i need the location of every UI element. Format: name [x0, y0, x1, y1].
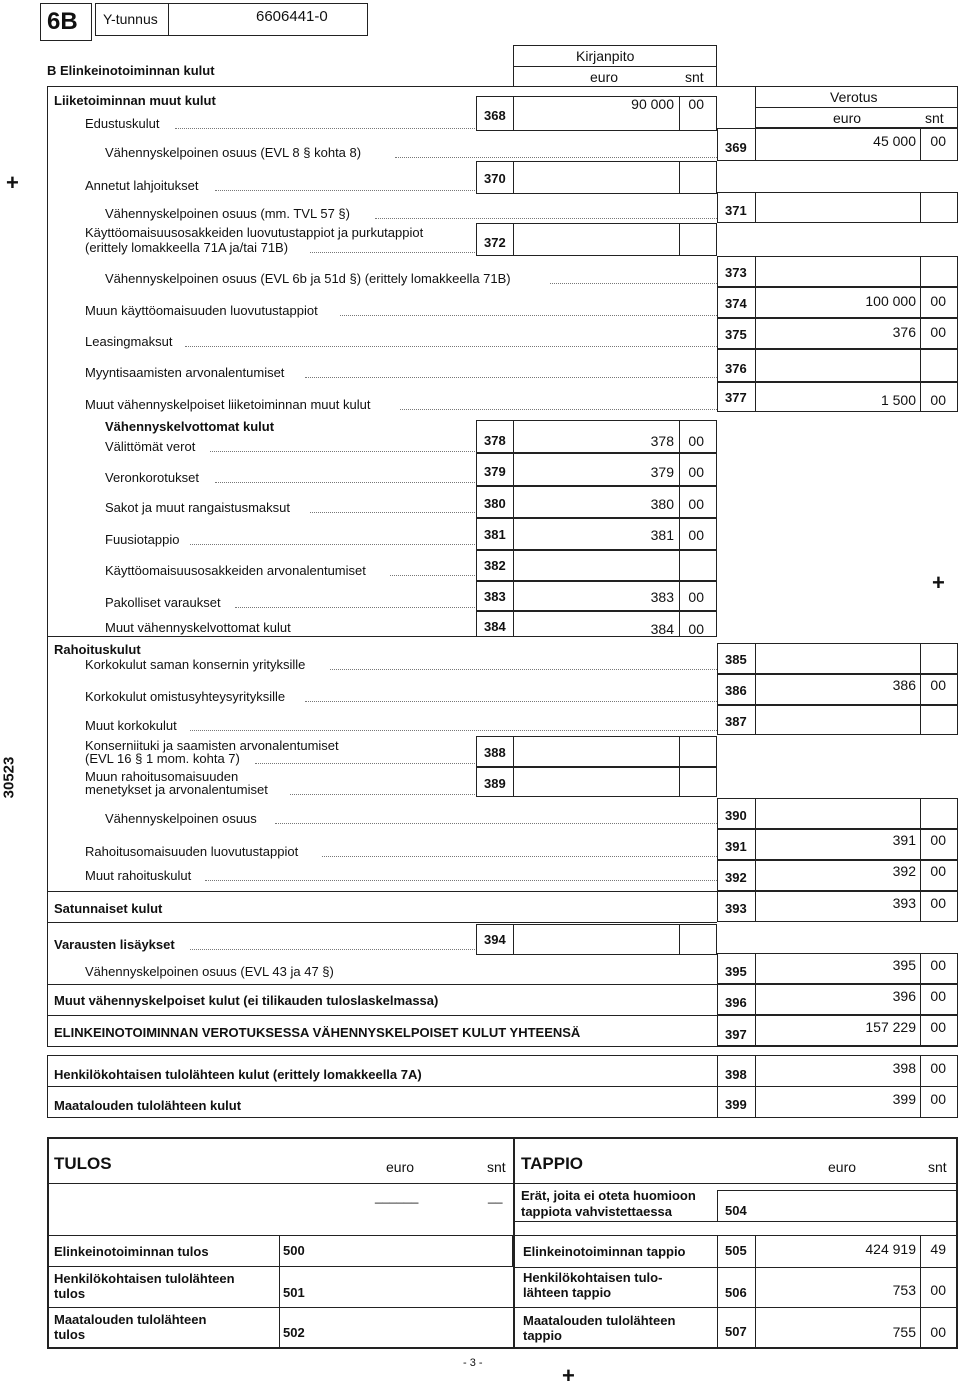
row-label: Välittömät verot [105, 439, 196, 454]
form-id: 6B [47, 8, 78, 35]
code-378: 378 [484, 433, 506, 448]
kp-snt-381[interactable]: 00 [688, 527, 704, 543]
kp-euro-379[interactable]: 379 [650, 464, 674, 480]
code-389: 389 [484, 776, 506, 791]
row-label: Korkokulut saman konsernin yrityksille [85, 657, 306, 672]
code-392: 392 [725, 870, 747, 885]
v-snt-398[interactable]: 00 [930, 1060, 946, 1076]
v-snt-396[interactable]: 00 [930, 988, 946, 1004]
code-507: 507 [725, 1324, 747, 1339]
v-euro-398[interactable]: 398 [892, 1060, 916, 1076]
kp-divider [679, 223, 680, 256]
v-divider [755, 349, 756, 382]
row-label: Vähennyskelpoinen osuus (EVL 43 ja 47 §) [85, 964, 334, 979]
plus-right: + [932, 570, 945, 595]
v-divider [920, 705, 921, 735]
v-snt-399[interactable]: 00 [930, 1091, 946, 1107]
code-369: 369 [725, 140, 747, 155]
section-rule [47, 1046, 958, 1047]
row-label: Leasingmaksut [85, 334, 173, 349]
row-label: Muut korkokulut [85, 718, 177, 733]
code-390: 390 [725, 808, 747, 823]
row-label: Käyttöomaisuusosakkeiden arvonalentumiset [105, 563, 366, 578]
row-label: Muut rahoituskulut [85, 868, 192, 883]
v-divider [920, 953, 921, 984]
v-divider [920, 287, 921, 318]
code-501: 501 [283, 1285, 305, 1300]
v-field-373[interactable] [717, 256, 958, 287]
kp-divider [513, 223, 514, 256]
code-394: 394 [484, 932, 506, 947]
plus-left: + [6, 170, 19, 195]
v-divider [920, 382, 921, 412]
code-371: 371 [725, 203, 747, 218]
tappio-code-divider [755, 1235, 756, 1349]
leader-dots [190, 949, 475, 950]
leader-dots [310, 252, 475, 253]
row-label: Konserniituki ja saamisten arvonalentumiset [85, 738, 339, 753]
row-yhteensa: ELINKEINOTOIMINNAN VEROTUKSESSA VÄHENNYSKELPOISET KULUT YHTEENSÄ [54, 1025, 581, 1040]
row-label: Vähennyskelpoinen osuus (mm. TVL 57 §) [105, 206, 350, 221]
code-398: 398 [725, 1067, 747, 1082]
v-divider [755, 1015, 756, 1046]
kp-divider [513, 611, 514, 637]
kp-snt-379[interactable]: 00 [688, 464, 704, 480]
v-divider [755, 382, 756, 412]
v-snt-391[interactable]: 00 [930, 832, 946, 848]
leader-dots [205, 880, 717, 881]
tappio-label: Henkilökohtaisen tulo- [523, 1270, 663, 1285]
v-divider [755, 860, 756, 891]
code-383: 383 [484, 589, 506, 604]
tappio-code-divider [717, 1235, 718, 1349]
section-title: B Elinkeinotoiminnan kulut [47, 63, 215, 78]
leader-dots [185, 346, 717, 347]
ytunnus-label: Y-tunnus [103, 11, 158, 27]
v-divider [755, 984, 756, 1015]
row-label: Käyttöomaisuusosakkeiden luovutustappiot ja purkutappiot [85, 225, 424, 240]
frame-top-mid [476, 86, 755, 87]
tulos-label-2: tulos [54, 1286, 86, 1301]
row-label: Korkokulut omistusyhteysyrityksille [85, 689, 286, 704]
kp-euro-384[interactable]: 384 [650, 621, 674, 637]
tulos-label: Maatalouden tulolähteen [54, 1312, 207, 1327]
v-divider [920, 128, 921, 161]
kp-divider [513, 518, 514, 550]
v-snt-393[interactable]: 00 [930, 895, 946, 911]
tappio-euro-label: euro [828, 1159, 857, 1175]
v-divider [755, 953, 756, 984]
kp-snt-380[interactable]: 00 [688, 496, 704, 512]
v-header-line [755, 107, 958, 108]
tulos-code-divider [279, 1235, 280, 1349]
tulos-euro-label: euro [386, 1159, 415, 1175]
code-386: 386 [725, 683, 747, 698]
v-euro-396[interactable]: 396 [892, 988, 916, 1004]
v-divider [755, 1055, 756, 1118]
ytunnus-divider [168, 3, 169, 36]
v-euro-393[interactable]: 393 [892, 895, 916, 911]
v-euro-label: euro [833, 110, 862, 126]
v-divider [920, 984, 921, 1015]
tappio-snt-505[interactable]: 49 [930, 1241, 946, 1257]
leader-dots [190, 730, 717, 731]
kp-divider [679, 924, 680, 955]
leader-dots [215, 190, 475, 191]
code-385: 385 [725, 652, 747, 667]
left-frame-ext [47, 937, 48, 1046]
tulos-label: Elinkeinotoiminnan tulos [54, 1244, 209, 1259]
row-label: Sakot ja muut rangaistusmaksut [105, 500, 290, 515]
kp-snt-383[interactable]: 00 [688, 589, 704, 605]
tappio-euro-507[interactable]: 755 [892, 1324, 916, 1340]
tulos-dash-snt: __ [488, 1189, 503, 1204]
section-rule [47, 1086, 958, 1087]
leader-dots [330, 669, 717, 670]
leader-dots [400, 409, 717, 410]
leader-dots [190, 544, 475, 545]
code-368: 368 [484, 108, 506, 123]
row-label: Vähennyskelpoinen osuus (EVL 8 § kohta 8) [105, 145, 362, 160]
tappio-note-1: Erät, joita ei oteta huomioon [521, 1188, 696, 1203]
tulos-dash-euro: ______ [375, 1189, 419, 1204]
code-376: 376 [725, 361, 747, 376]
v-snt-386[interactable]: 00 [930, 677, 946, 693]
row-label-2: (EVL 16 § 1 mom. kohta 7) [85, 751, 240, 766]
code-375: 375 [725, 327, 747, 342]
row-liiketoiminnan-muut-kulut: Liiketoiminnan muut kulut [54, 93, 216, 108]
tappio-label-2: tappio [523, 1328, 562, 1343]
v-divider [755, 891, 756, 922]
tappio-rule [513, 1221, 958, 1222]
kp-snt-384[interactable]: 00 [688, 621, 704, 637]
kp-euro-383[interactable]: 383 [650, 589, 674, 605]
tappio-euro-505[interactable]: 424 919 [865, 1241, 916, 1257]
code-380: 380 [484, 496, 506, 511]
v-euro-374[interactable]: 100 000 [865, 293, 916, 309]
tulos-label-2: tulos [54, 1327, 86, 1342]
leader-dots [210, 451, 475, 452]
row-muut-vahennyskelpoiset-kulut: Muut vähennyskelpoiset kulut (ei tilikauden tuloslaskelmassa) [54, 993, 439, 1008]
kp-euro-378[interactable]: 378 [650, 433, 674, 449]
leader-dots [395, 157, 717, 158]
result-rule [47, 1183, 958, 1184]
code-506: 506 [725, 1285, 747, 1300]
v-euro-377[interactable]: 1 500 [880, 392, 916, 408]
v-divider [920, 798, 921, 829]
code-393: 393 [725, 901, 747, 916]
kp-snt-368[interactable]: 00 [688, 96, 704, 112]
code-370: 370 [484, 171, 506, 186]
v-snt-369[interactable]: 00 [930, 133, 946, 149]
tappio-rule [513, 1307, 958, 1308]
row-maatalouden-kulut: Maatalouden tulolähteen kulut [54, 1098, 242, 1113]
v-divider [920, 318, 921, 349]
kp-divider [513, 161, 514, 194]
kp-divider [513, 486, 514, 518]
v-euro-399[interactable]: 399 [892, 1091, 916, 1107]
row-henkilokohtaisen-kulut: Henkilökohtaisen tulolähteen kulut (erittely lomakkeella 7A) [54, 1067, 422, 1082]
row-label: Muun käyttöomaisuuden luovutustappiot [85, 303, 318, 318]
row-label: Myyntisaamisten arvonalentumiset [85, 365, 285, 380]
tappio-label-2: lähteen tappio [523, 1285, 612, 1300]
row-label-2: menetykset ja arvonalentumiset [85, 782, 268, 797]
v-euro-392[interactable]: 392 [892, 863, 916, 879]
tappio-title: TAPPIO [521, 1154, 584, 1173]
section-rule [47, 891, 717, 892]
v-divider [755, 287, 756, 318]
code-504: 504 [725, 1203, 747, 1218]
row-label-2: (erittely lomakkeella 71A ja/tai 71B) [85, 240, 289, 255]
kp-divider [513, 924, 514, 955]
v-snt-395[interactable]: 00 [930, 957, 946, 973]
row-label: Muut vähennyskelpoiset liiketoiminnan muut kulut [85, 397, 371, 412]
kp-divider [679, 161, 680, 194]
leader-dots [340, 315, 717, 316]
row-rahoituskulut: Rahoituskulut [54, 642, 141, 657]
kp-divider [513, 767, 514, 797]
section-rule [47, 922, 717, 923]
v-divider [920, 891, 921, 922]
leader-dots [305, 701, 717, 702]
tappio-label: Maatalouden tulolähteen [523, 1313, 676, 1328]
tappio-snt-507[interactable]: 00 [930, 1324, 946, 1340]
leader-dots [290, 794, 475, 795]
kp-divider [679, 550, 680, 581]
left-frame-ext [47, 637, 48, 937]
v-field-385[interactable] [717, 643, 958, 674]
leader-dots [305, 377, 717, 378]
verotus-label: Verotus [830, 89, 878, 105]
section-rule [47, 1015, 717, 1016]
code-388: 388 [484, 745, 506, 760]
kp-divider [679, 767, 680, 797]
v-divider [920, 643, 921, 674]
page-number: - 3 - [463, 1357, 483, 1369]
ytunnus-value[interactable]: 6606441-0 [256, 8, 328, 25]
kirjanpito-label: Kirjanpito [576, 48, 635, 64]
row-label: Veronkorotukset [105, 470, 199, 485]
kp-euro-381[interactable]: 381 [650, 527, 674, 543]
side-code: 30523 [0, 756, 18, 799]
v-divider [920, 860, 921, 891]
tappio-euro-506[interactable]: 753 [892, 1282, 916, 1298]
kp-euro-368[interactable]: 90 000 [631, 96, 674, 112]
code-382: 382 [484, 558, 506, 573]
tappio-snt-label: snt [928, 1159, 947, 1175]
leader-dots [322, 856, 717, 857]
v-snt-375[interactable]: 00 [930, 324, 946, 340]
v-snt-392[interactable]: 00 [930, 863, 946, 879]
row-label: Vähennyskelpoinen osuus [105, 811, 257, 826]
row-label: Muut vähennyskelvottomat kulut [105, 620, 291, 635]
leader-dots [235, 607, 475, 608]
v-divider [920, 829, 921, 860]
v-snt-label: snt [925, 110, 944, 126]
tappio-rule [513, 1235, 958, 1236]
row-label: Edustuskulut [85, 116, 160, 131]
kp-euro-label: euro [590, 69, 619, 85]
v-euro-386[interactable]: 386 [892, 677, 916, 693]
code-379: 379 [484, 464, 506, 479]
row-label: Pakolliset varaukset [105, 595, 221, 610]
leader-dots [215, 482, 475, 483]
tappio-rule [513, 1267, 958, 1268]
v-divider [920, 192, 921, 223]
code-502: 502 [283, 1325, 305, 1340]
v-divider [755, 674, 756, 705]
tappio-label: Elinkeinotoiminnan tappio [523, 1244, 686, 1259]
kp-snt-378[interactable]: 00 [688, 433, 704, 449]
code-397: 397 [725, 1027, 747, 1042]
row-label: Vähennyskelpoinen osuus (EVL 6b ja 51d §) (erittely lomakkeella 71B) [105, 271, 511, 286]
row-vahennyskelvottomat-kulut: Vähennyskelvottomat kulut [105, 419, 275, 434]
row-label: Muun rahoitusomaisuuden [85, 769, 239, 784]
row-satunnaiset-kulut: Satunnaiset kulut [54, 901, 163, 916]
row-label: Fuusiotappio [105, 532, 180, 547]
v-divider [920, 1015, 921, 1046]
code-500: 500 [283, 1243, 305, 1258]
tulos-title: TULOS [54, 1154, 112, 1173]
tappio-field-504[interactable] [717, 1190, 958, 1221]
leader-dots [550, 283, 717, 284]
v-divider [920, 349, 921, 382]
kp-euro-380[interactable]: 380 [650, 496, 674, 512]
code-391: 391 [725, 839, 747, 854]
tulos-snt-label: snt [487, 1159, 506, 1175]
kp-divider [513, 453, 514, 486]
v-divider [755, 798, 756, 829]
code-373: 373 [725, 265, 747, 280]
v-euro-391[interactable]: 391 [892, 832, 916, 848]
kp-divider [679, 736, 680, 767]
kp-divider [513, 550, 514, 581]
kp-snt-label: snt [685, 69, 704, 85]
v-euro-397[interactable]: 157 229 [865, 1019, 916, 1035]
code-381: 381 [484, 527, 506, 542]
code-505: 505 [725, 1243, 747, 1258]
v-divider [755, 643, 756, 674]
code-396: 396 [725, 995, 747, 1010]
v-divider [755, 829, 756, 860]
leader-dots [175, 128, 475, 129]
code-399: 399 [725, 1097, 747, 1112]
v-field-390[interactable] [717, 798, 958, 829]
v-divider [755, 128, 756, 161]
kp-header-line [513, 66, 717, 67]
code-377: 377 [725, 390, 747, 405]
main-section-frame [47, 86, 476, 637]
tulos-label: Henkilökohtaisen tulolähteen [54, 1271, 235, 1286]
row-label: Rahoitusomaisuuden luovutustappiot [85, 844, 299, 859]
v-divider [920, 256, 921, 287]
v-divider [920, 1055, 921, 1118]
v-divider [755, 256, 756, 287]
v-snt-397[interactable]: 00 [930, 1019, 946, 1035]
code-374: 374 [725, 296, 747, 311]
leader-dots [275, 823, 717, 824]
tulos-tappio-divider [513, 1137, 515, 1349]
tulos-rule [47, 1307, 513, 1308]
row-label: Annetut lahjoitukset [85, 178, 199, 193]
kp-divider [513, 420, 514, 453]
v-field-387[interactable] [717, 705, 958, 735]
kp-divider [513, 581, 514, 611]
leader-dots [390, 575, 475, 576]
code-395: 395 [725, 964, 747, 979]
plus-bottom: + [562, 1363, 575, 1388]
kp-divider [513, 736, 514, 767]
v-divider [920, 674, 921, 705]
v-divider [717, 1055, 718, 1118]
kp-divider [513, 96, 514, 131]
leader-dots [310, 512, 475, 513]
row-varausten-lisaykset: Varausten lisäykset [54, 937, 175, 952]
section-rule [47, 984, 717, 985]
v-euro-395[interactable]: 395 [892, 957, 916, 973]
v-divider [755, 705, 756, 735]
v-divider [755, 192, 756, 223]
tappio-note-2: tappiota vahvistettaessa [521, 1204, 673, 1219]
v-snt-374[interactable]: 00 [930, 293, 946, 309]
v-field-376[interactable] [717, 349, 958, 382]
code-372: 372 [484, 235, 506, 250]
v-divider [755, 318, 756, 349]
tappio-snt-506[interactable]: 00 [930, 1282, 946, 1298]
leader-dots [255, 763, 475, 764]
code-387: 387 [725, 714, 747, 729]
v-euro-375[interactable]: 376 [892, 324, 916, 340]
v-snt-377[interactable]: 00 [930, 392, 946, 408]
v-euro-369[interactable]: 45 000 [873, 133, 916, 149]
tappio-snt-divider [920, 1235, 921, 1349]
v-field-371[interactable] [717, 192, 958, 223]
code-384: 384 [484, 619, 506, 634]
leader-dots [375, 218, 717, 219]
